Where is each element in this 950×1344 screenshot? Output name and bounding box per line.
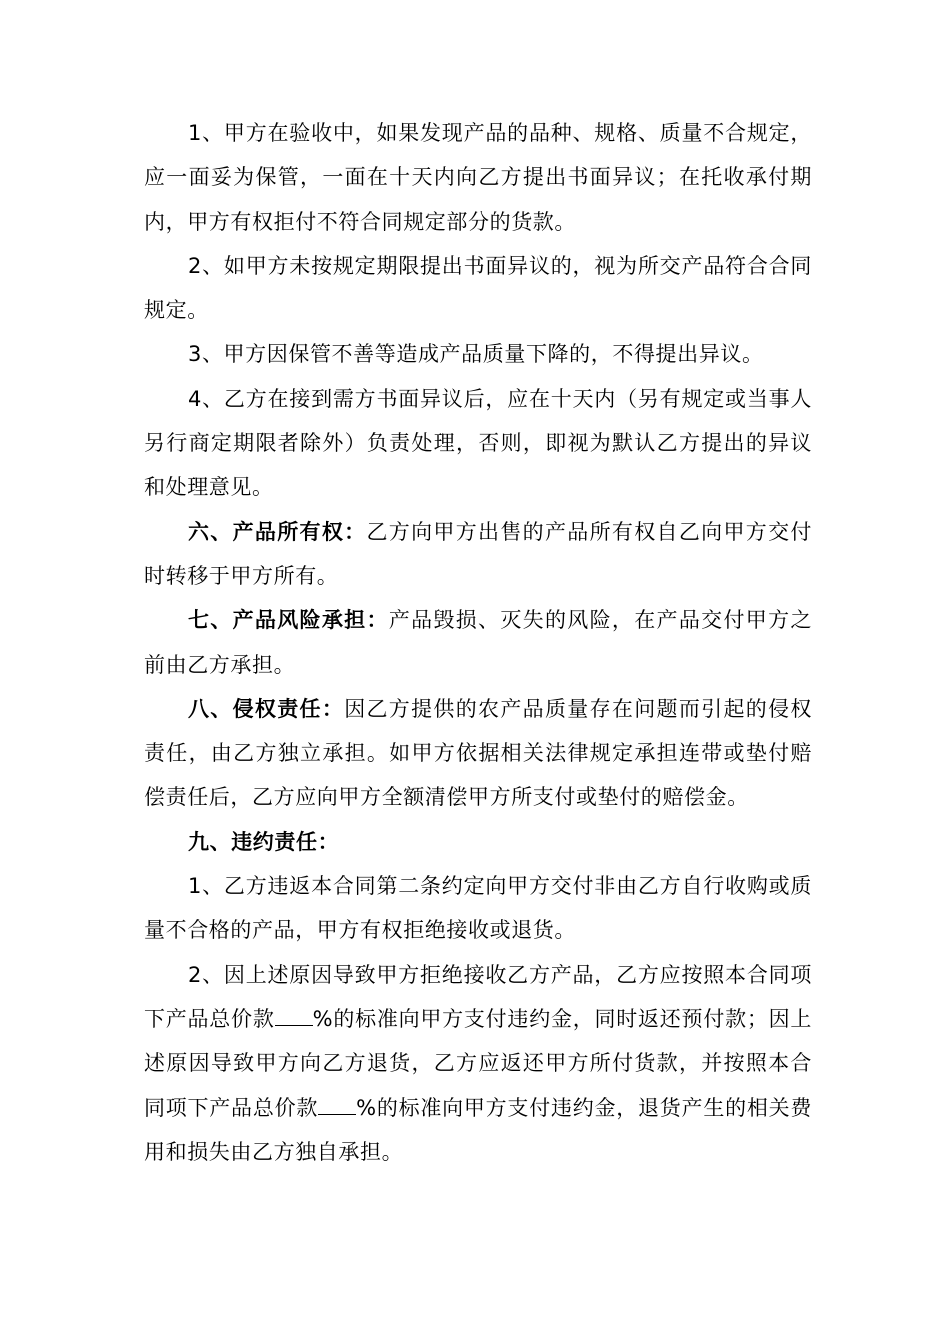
acceptance-clause-4: 4、乙方在接到需方书面异议后，应在十天内（另有规定或当事人另行商定期限者除外）负责处理，否则，即视为默认乙方提出的异议和处理意见。 (144, 386, 812, 500)
breach-clause-2-part1: 2、因上述原因导致甲方拒绝接收乙方产品，乙方应按照本合同项下产品总价款 (144, 962, 812, 1031)
breach-clause-2 (144, 953, 812, 1174)
section-tort-heading: 八、侵权责任： (188, 696, 345, 721)
breach-clause-1: 1、乙方违返本合同第二条约定向甲方交付非由乙方自行收购或质量不合格的产品，甲方有权拒绝接收或退货。 (144, 874, 812, 943)
section-ownership-heading: 六、产品所有权： (188, 519, 367, 544)
section-risk-text: 产品毁损、灭失的风险，在产品交付甲方之前由乙方承担。 (144, 608, 812, 677)
section-breach (144, 820, 812, 864)
acceptance-clause-2: 2、如甲方未按规定期限提出书面异议的，视为所交产品符合合同规定。 (144, 253, 812, 323)
section-breach-heading: 九、违约责任： (188, 829, 340, 854)
section-ownership (144, 510, 812, 599)
section-tort-text: 因乙方提供的农产品质量存在问题而引起的侵权责任，由乙方独立承担。如甲方依据相关法律规定承担连带或垫付赔偿责任后，乙方应向甲方全额清偿甲方所支付或垫付的赔偿金。 (144, 696, 812, 810)
percentage-blank-1 (275, 1007, 313, 1026)
percentage-blank-2 (318, 1096, 356, 1115)
document-body (144, 111, 812, 1174)
section-ownership-text: 乙方向甲方出售的产品所有权自乙向甲方交付时转移于甲方所有。 (144, 519, 812, 588)
section-risk (144, 598, 812, 687)
section-risk-heading: 七、产品风险承担： (188, 608, 389, 633)
breach-clause-2-part2: %的标准向甲方支付违约金，同时返还预付款；因上述原因导致甲方向乙方退货，乙方应返还甲方所付货款，并按照本合同项下产品总价款 (144, 1006, 812, 1120)
acceptance-clause-3: 3、甲方因保管不善等造成产品质量下降的，不得提出异议。 (188, 342, 764, 367)
breach-clause-2-part3: %的标准向甲方支付违约金，退货产生的相关费用和损失由乙方独自承担。 (144, 1095, 812, 1164)
acceptance-clause-1: 1、甲方在验收中，如果发现产品的品种、规格、质量不合规定，应一面妥为保管，一面在十天内向乙方提出书面异议；在托收承付期内，甲方有权拒付不符合同规定部分的货款。 (144, 121, 812, 234)
section-tort (144, 687, 812, 820)
